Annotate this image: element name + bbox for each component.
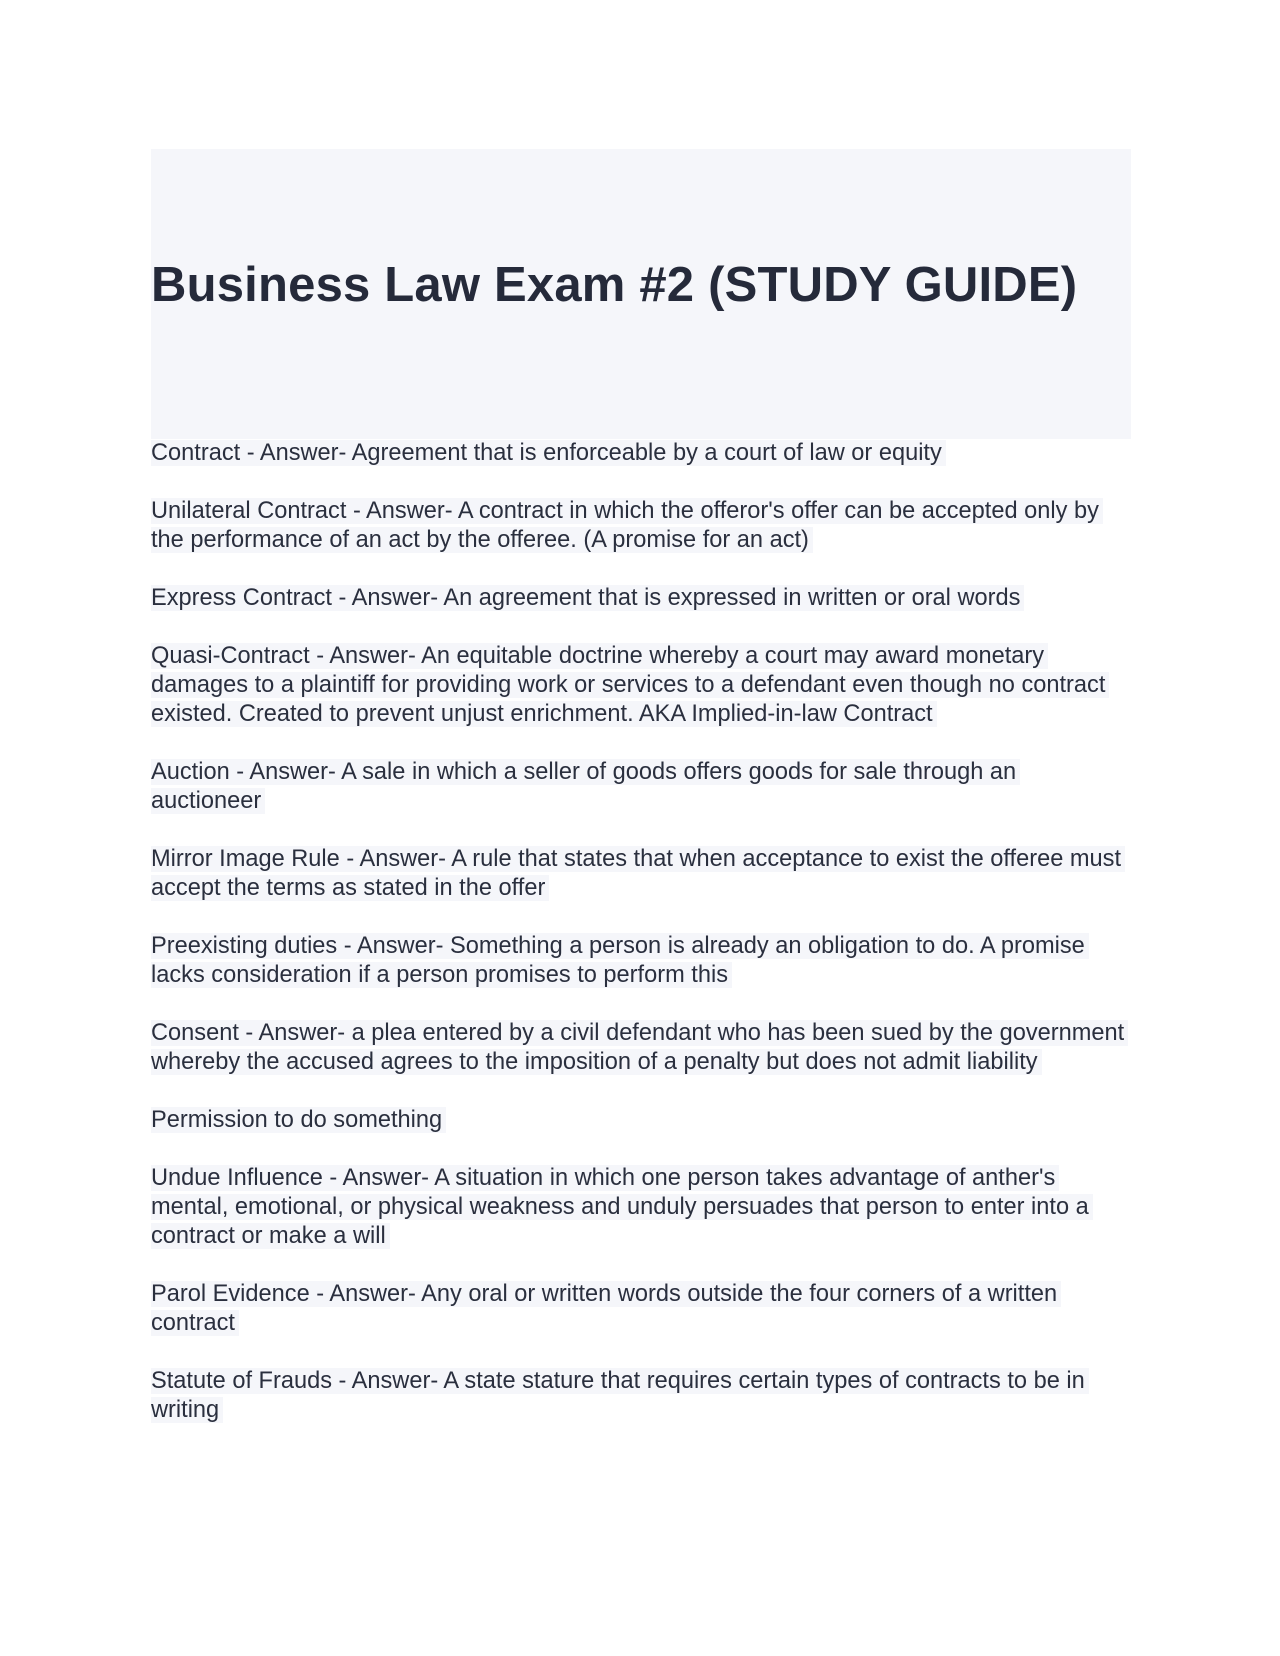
definition-item [151,1106,1133,1135]
definition-item [151,1367,1133,1425]
definition-item [151,584,1133,613]
definition-text: Auction - Answer- A sale in which a seller of goods offers goods for sale through an auctioneer [151,759,1020,814]
definition-text: Permission to do something [151,1107,446,1133]
definition-item [151,1164,1133,1251]
definition-text: Mirror Image Rule - Answer- A rule that states that when acceptance to exist the offeree must accept the terms as stated in the offer [151,846,1125,901]
definition-text: Contract - Answer- Agreement that is enforceable by a court of law or equity [151,440,946,466]
definition-text: Consent - Answer- a plea entered by a civil defendant who has been sued by the government whereby the accused agrees to the imposition of a penalty but does not admit liability [151,1020,1128,1075]
definition-item [151,932,1133,990]
title-banner [151,149,1131,439]
definition-list [151,439,1131,1425]
page-title: Business Law Exam #2 (STUDY GUIDE) [151,258,1078,313]
definition-text: Parol Evidence - Answer- Any oral or written words outside the four corners of a written contract [151,1281,1061,1336]
definition-text: Preexisting duties - Answer- Something a person is already an obligation to do. A promise lacks consideration if a person promises to perform this [151,933,1089,988]
definition-item [151,497,1133,555]
document-page [151,149,1131,1454]
definition-text: Undue Influence - Answer- A situation in which one person takes advantage of anther's mental, emotional, or physical weakness and unduly persuades that person to enter into a contract or make a will [151,1165,1093,1249]
definition-text: Express Contract - Answer- An agreement that is expressed in written or oral words [151,585,1024,611]
definition-item [151,758,1133,816]
definition-item [151,1280,1133,1338]
definition-text: Statute of Frauds - Answer- A state stature that requires certain types of contracts to be in writing [151,1368,1089,1423]
definition-text: Unilateral Contract - Answer- A contract in which the offeror's offer can be accepted only by the performance of an act by the offeree. (A promise for an act) [151,498,1103,553]
definition-text: Quasi-Contract - Answer- An equitable doctrine whereby a court may award monetary damages to a plaintiff for providing work or services to a defendant even though no contract existed. Created to prevent unjust enrichment. AKA Implied-in-law Contract [151,643,1109,727]
definition-item [151,439,1133,468]
definition-item [151,642,1133,729]
definition-item [151,845,1133,903]
definition-item [151,1019,1133,1077]
